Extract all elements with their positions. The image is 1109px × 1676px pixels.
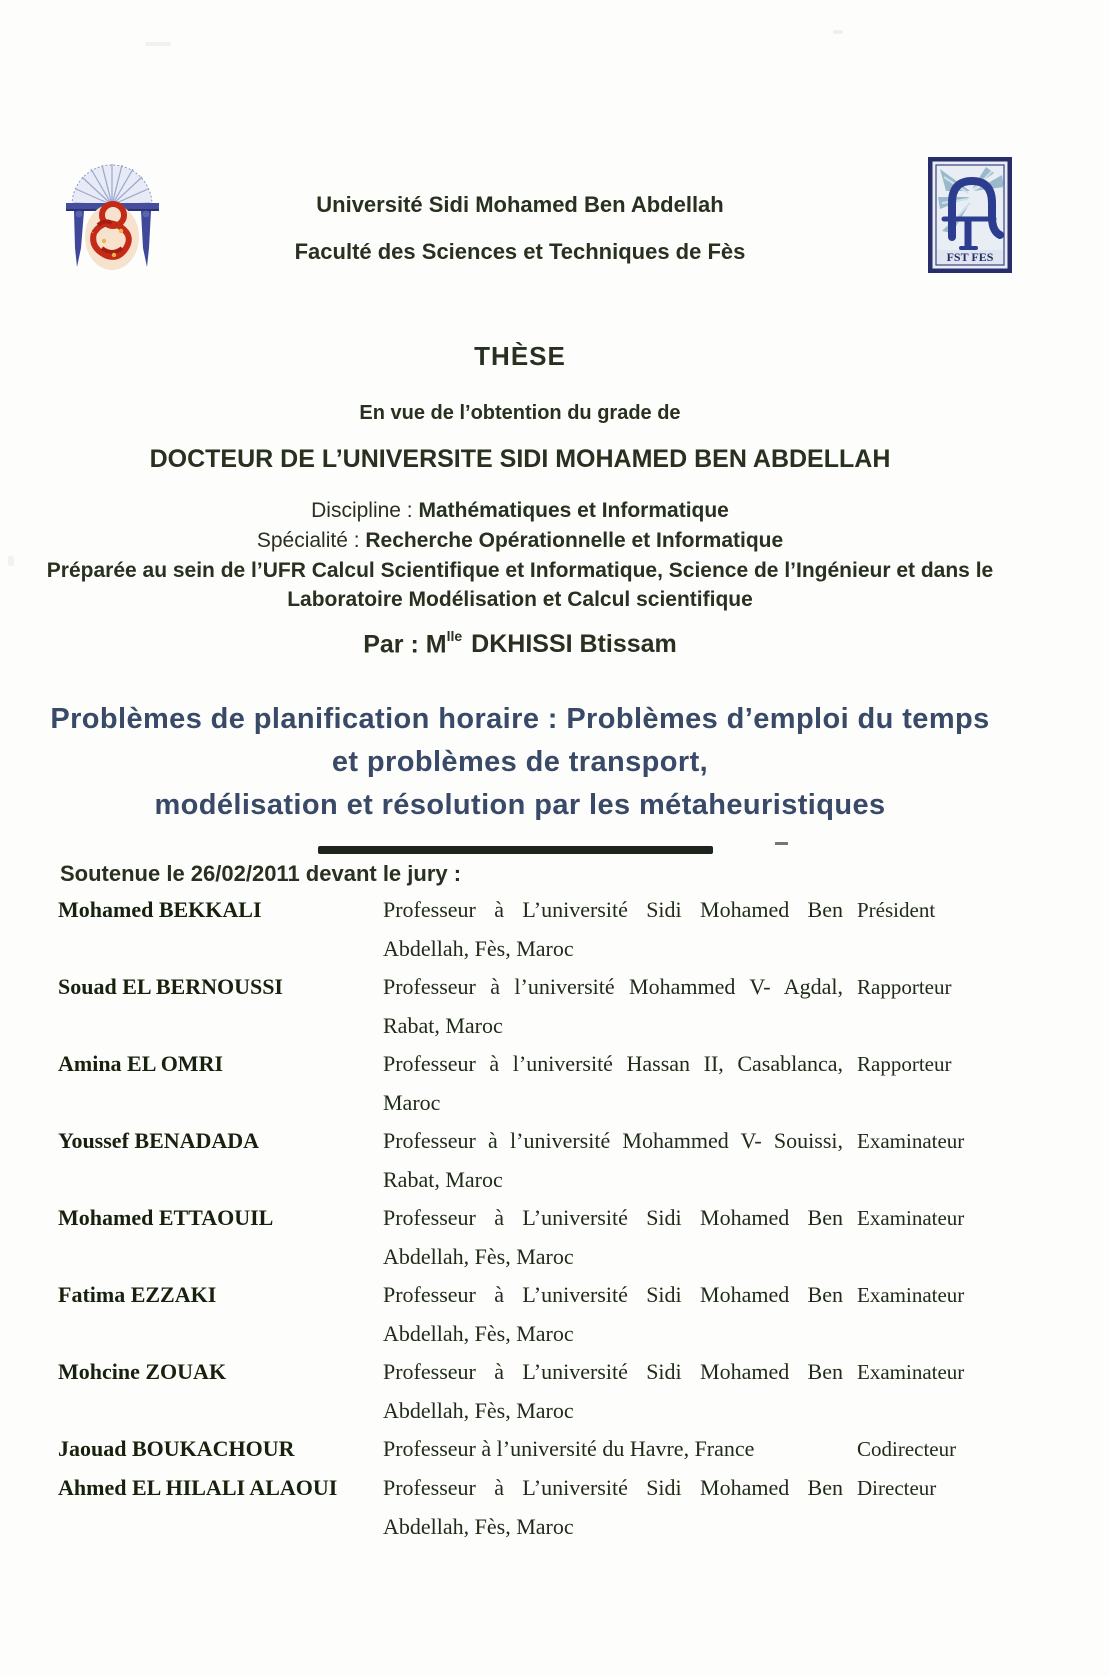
jury-row [58,1353,1054,1430]
author-prefix: Par : M [363,630,447,659]
discipline-line [0,499,1040,523]
thesis-label: THÈSE [474,341,566,371]
specialty-label: Spécialité : [256,529,366,552]
jury-member-name: Mohamed ETTAOUIL [58,1205,274,1230]
jury-table [58,891,1054,1546]
thesis-title-line1: Problèmes de planification horaire : Problèmes d’emploi du temps [50,703,990,735]
degree-name: DOCTEUR DE L’UNIVERSITE SIDI MOHAMED BEN ABDELLAH [149,445,891,473]
jury-member-name: Mohamed BEKKALI [58,897,262,922]
jury-member-affiliation: Professeur à L’université Sidi Mohamed Ben Abdellah, Fès, Maroc [383,897,843,961]
jury-row [58,1430,1054,1469]
fst-fes-caption: FST FES [946,250,994,264]
jury-member-name: Youssef BENADADA [58,1128,260,1153]
thesis-title-line3: modélisation et résolution par les métaheuristiques [154,789,886,821]
jury-row [58,1045,1054,1122]
jury-member-affiliation: Professeur à L’université Sidi Mohamed Ben Abdellah, Fès, Maroc [383,1282,843,1346]
prepared-at-line2: Laboratoire Modélisation et Calcul scientifique [287,588,753,611]
jury-row [58,1122,1054,1199]
university-name: Université Sidi Mohamed Ben Abdellah [316,192,724,217]
degree-purpose: En vue de l’obtention du grade de [359,402,681,424]
discipline-value: Mathématiques et Informatique [418,499,729,522]
jury-member-role: Codirecteur [857,1437,957,1461]
jury-member-name: Fatima EZZAKI [58,1282,217,1307]
jury-member-role: Examinateur [857,1283,965,1307]
jury-row [58,891,1054,968]
jury-member-affiliation: Professeur à L’université Sidi Mohamed Ben Abdellah, Fès, Maroc [383,1205,843,1269]
jury-row [58,1469,1054,1546]
jury-row [58,1276,1054,1353]
scan-artifact [145,42,171,46]
discipline-label: Discipline : [311,499,419,522]
scan-artifact-dash [775,842,788,845]
jury-member-role: Rapporteur [857,1052,952,1076]
jury-member-role: Examinateur [857,1360,965,1384]
jury-member-affiliation: Professeur à L’université Sidi Mohamed Ben Abdellah, Fès, Maroc [383,1475,843,1539]
defense-date-line: Soutenue le 26/02/2011 devant le jury : [60,861,462,886]
jury-member-name: Amina EL OMRI [58,1051,224,1076]
jury-row [58,968,1054,1045]
jury-row [58,1199,1054,1276]
scan-artifact [833,30,843,34]
jury-member-role: Rapporteur [857,975,952,999]
jury-member-affiliation: Professeur à l’université Mohammed V- Agdal, Rabat, Maroc [383,974,843,1038]
author-name: DKHISSI Btissam [471,630,677,659]
thesis-title-line2: et problèmes de transport, [331,746,709,778]
author-title-superscript: lle [446,628,463,644]
jury-member-name: Mohcine ZOUAK [58,1359,227,1384]
jury-member-role: Président [857,898,936,922]
jury-member-name: Jaouad BOUKACHOUR [58,1436,295,1461]
specialty-value: Recherche Opérationnelle et Informatique [365,529,784,552]
jury-member-affiliation: Professeur à L’université Sidi Mohamed Ben Abdellah, Fès, Maroc [383,1359,843,1423]
prepared-at-line1: Préparée au sein de l’UFR Calcul Scientifique et Informatique, Science de l’Ingénieur et dans le [46,559,994,582]
jury-member-affiliation: Professeur à l’université Mohammed V- Souissi, Rabat, Maroc [383,1128,843,1192]
jury-member-role: Examinateur [857,1206,965,1230]
jury-member-affiliation: Professeur à l’université du Havre, France [383,1436,755,1461]
jury-member-name: Souad EL BERNOUSSI [58,974,283,999]
jury-member-role: Directeur [857,1476,937,1500]
faculty-name: Faculté des Sciences et Techniques de Fès [294,239,746,264]
jury-member-role: Examinateur [857,1129,965,1153]
author-line [0,630,1040,659]
jury-member-affiliation: Professeur à l’université Hassan II, Casablanca, Maroc [383,1051,843,1115]
title-divider-bar [318,846,713,854]
jury-member-name: Ahmed EL HILALI ALAOUI [58,1475,338,1500]
specialty-line [0,529,1040,553]
